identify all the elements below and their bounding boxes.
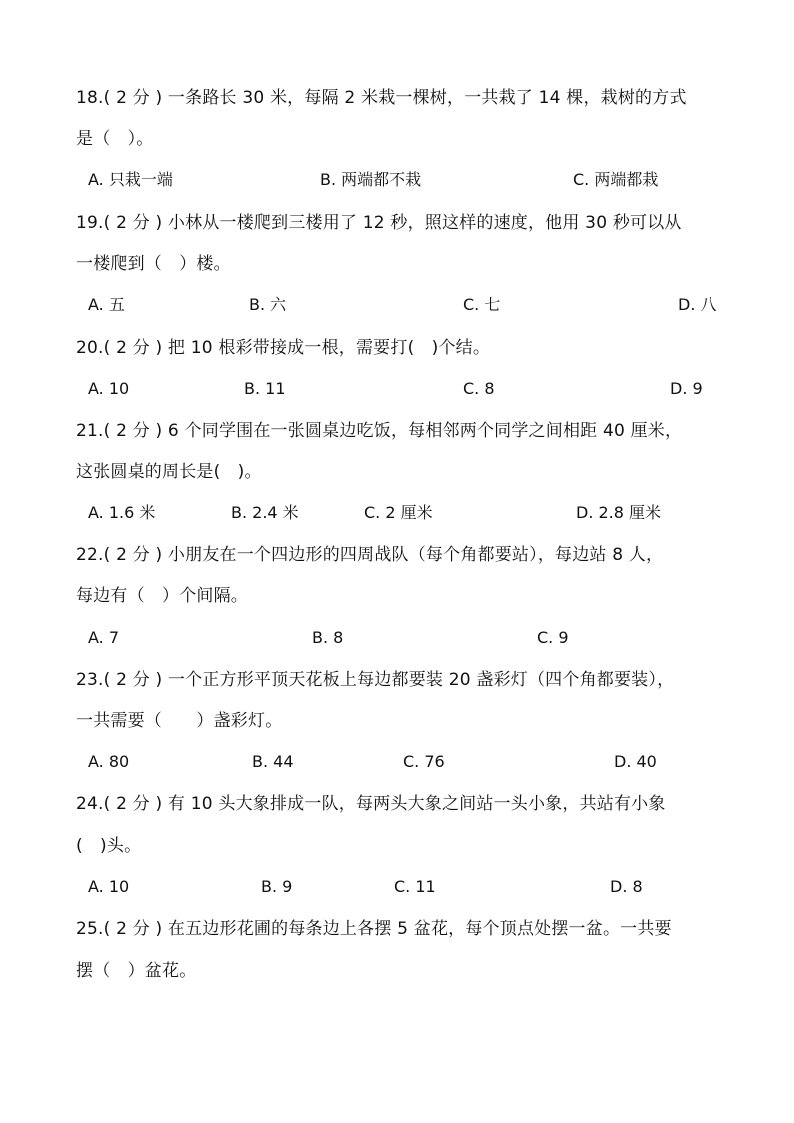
question-20-option-a[interactable]: A. 10 [88, 379, 130, 398]
question-24-option-b[interactable]: B. 9 [261, 877, 293, 896]
question-19-option-b[interactable]: B. 六 [249, 295, 287, 314]
question-22-line-1: 22.( 2 分 ) 小朋友在一个四边形的四周战队（每个角都要站），每边站 8 人， [76, 545, 664, 565]
question-20-option-b[interactable]: B. 11 [244, 379, 286, 398]
question-18-option-b[interactable]: B. 两端都不栽 [320, 170, 422, 189]
question-19-option-a[interactable]: A. 五 [88, 295, 125, 314]
question-23-line-2: 一共需要（ ）盏彩灯。 [76, 711, 283, 731]
question-21-option-b[interactable]: B. 2.4 米 [231, 503, 299, 522]
question-22-line-2: 每边有（ ）个间隔。 [76, 586, 248, 606]
question-20-line-1: 20.( 2 分 ) 把 10 根彩带接成一根，需要打( )个结。 [76, 338, 491, 358]
question-24-option-c[interactable]: C. 11 [394, 877, 436, 896]
question-21-line-1: 21.( 2 分 ) 6 个同学围在一张圆桌边吃饭，每相邻两个同学之间相距 40 厘米， [76, 421, 683, 441]
question-19-line-1: 19.( 2 分 ) 小林从一楼爬到三楼用了 12 秒，照这样的速度，他用 30 秒可以从 [76, 213, 682, 233]
question-23-option-d[interactable]: D. 40 [614, 752, 657, 771]
question-18-line-1: 18.( 2 分 ) 一条路长 30 米，每隔 2 米栽一棵树，一共栽了 14 棵，栽树的方式 [76, 88, 687, 108]
question-19-option-d[interactable]: D. 八 [678, 295, 717, 314]
question-21-option-c[interactable]: C. 2 厘米 [364, 503, 433, 522]
question-20-option-d[interactable]: D. 9 [670, 379, 703, 398]
question-23-option-b[interactable]: B. 44 [252, 752, 294, 771]
question-22-option-a[interactable]: A. 7 [88, 628, 120, 647]
question-18-option-a[interactable]: A. 只栽一端 [88, 170, 173, 189]
question-22-option-b[interactable]: B. 8 [312, 628, 344, 647]
question-25-line-1: 25.( 2 分 ) 在五边形花圃的每条边上各摆 5 盆花，每个顶点处摆一盆。一共要 [76, 919, 672, 939]
question-18-option-c[interactable]: C. 两端都栽 [573, 170, 659, 189]
question-19-line-2: 一楼爬到（ ）楼。 [76, 254, 231, 274]
question-22-option-c[interactable]: C. 9 [537, 628, 569, 647]
question-24-option-a[interactable]: A. 10 [88, 877, 130, 896]
question-19-option-c[interactable]: C. 七 [463, 295, 501, 314]
question-25-line-2: 摆（ ）盆花。 [76, 961, 197, 981]
question-18-line-2: 是（ ）。 [76, 129, 154, 149]
question-23-line-1: 23.( 2 分 ) 一个正方形平顶天花板上每边都要装 20 盏彩灯（四个角都要装）， [76, 670, 675, 690]
question-21-option-d[interactable]: D. 2.8 厘米 [576, 503, 662, 522]
question-23-option-a[interactable]: A. 80 [88, 752, 130, 771]
question-21-line-2: 这张圆桌的周长是( )。 [76, 462, 262, 482]
question-24-line-1: 24.( 2 分 ) 有 10 头大象排成一队，每两头大象之间站一头小象，共站有小象 [76, 794, 666, 814]
question-24-option-d[interactable]: D. 8 [610, 877, 643, 896]
question-24-line-2: ( )头。 [76, 836, 142, 856]
question-23-option-c[interactable]: C. 76 [403, 752, 445, 771]
question-21-option-a[interactable]: A. 1.6 米 [88, 503, 156, 522]
question-20-option-c[interactable]: C. 8 [463, 379, 495, 398]
